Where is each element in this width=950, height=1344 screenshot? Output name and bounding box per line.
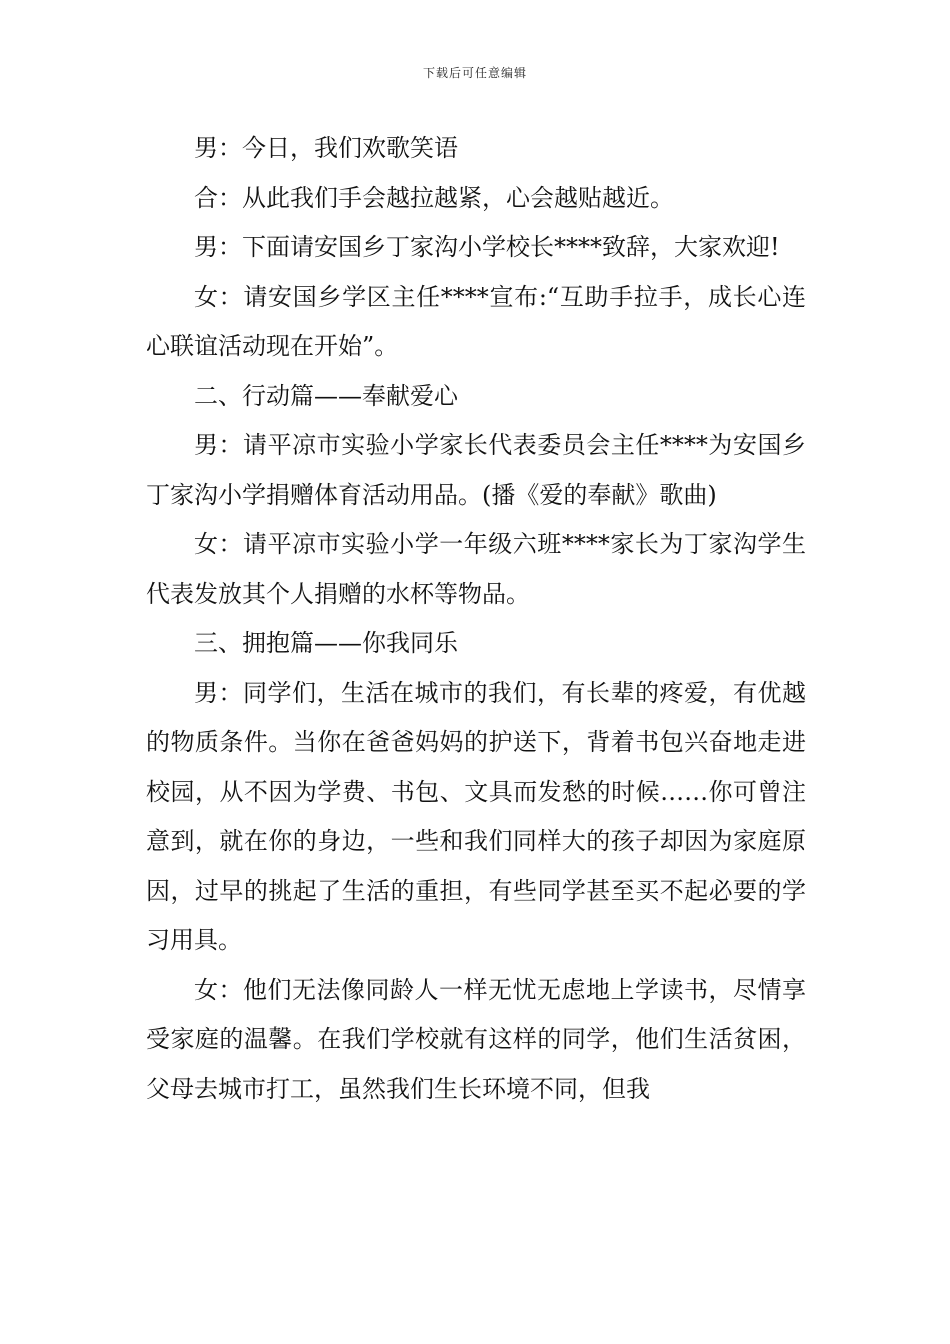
paragraph: 男：请平凉市实验小学家长代表委员会主任****为安国乡丁家沟小学捐赠体育活动用品。(播《爱的奉献》歌曲)	[146, 431, 806, 509]
section-heading: 三、拥抱篇——你我同乐	[194, 629, 458, 657]
paragraph: 合：从此我们手会越拉越紧，心会越贴越近。	[194, 183, 674, 212]
paragraph: 女：他们无法像同龄人一样无忧无虑地上学读书，尽情享受家庭的温馨。在我们学校就有这样的同学，他们生活贫困，父母去城市打工，虽然我们生长环境不同，但我	[146, 975, 806, 1103]
section-heading: 二、行动篇——奉献爱心	[194, 381, 458, 410]
paragraph: 男：下面请安国乡丁家沟小学校长****致辞，大家欢迎!	[194, 233, 780, 261]
document-body	[146, 124, 806, 1114]
paragraph: 男：今日，我们欢歌笑语	[194, 134, 458, 162]
page-header: 下载后可任意编辑	[422, 66, 527, 80]
paragraph: 女：请安国乡学区主任****宣布:“互助手拉手，成长心连心联谊活动现在开始”。	[146, 282, 806, 360]
paragraph: 女：请平凉市实验小学一年级六班****家长为丁家沟学生代表发放其个人捐赠的水杯等物品。	[146, 530, 806, 608]
paragraph: 男：同学们，生活在城市的我们，有长辈的疼爱，有优越的物质条件。当你在爸爸妈妈的护送下，背着书包兴奋地走进校园，从不因为学费、书包、文具而发愁的时候……你可曾注意到，就在你的身边，一些和我们同样大的孩子却因为家庭原因，过早的挑起了生活的重担，有些同学甚至买不起必要的学习用具。	[146, 678, 806, 954]
